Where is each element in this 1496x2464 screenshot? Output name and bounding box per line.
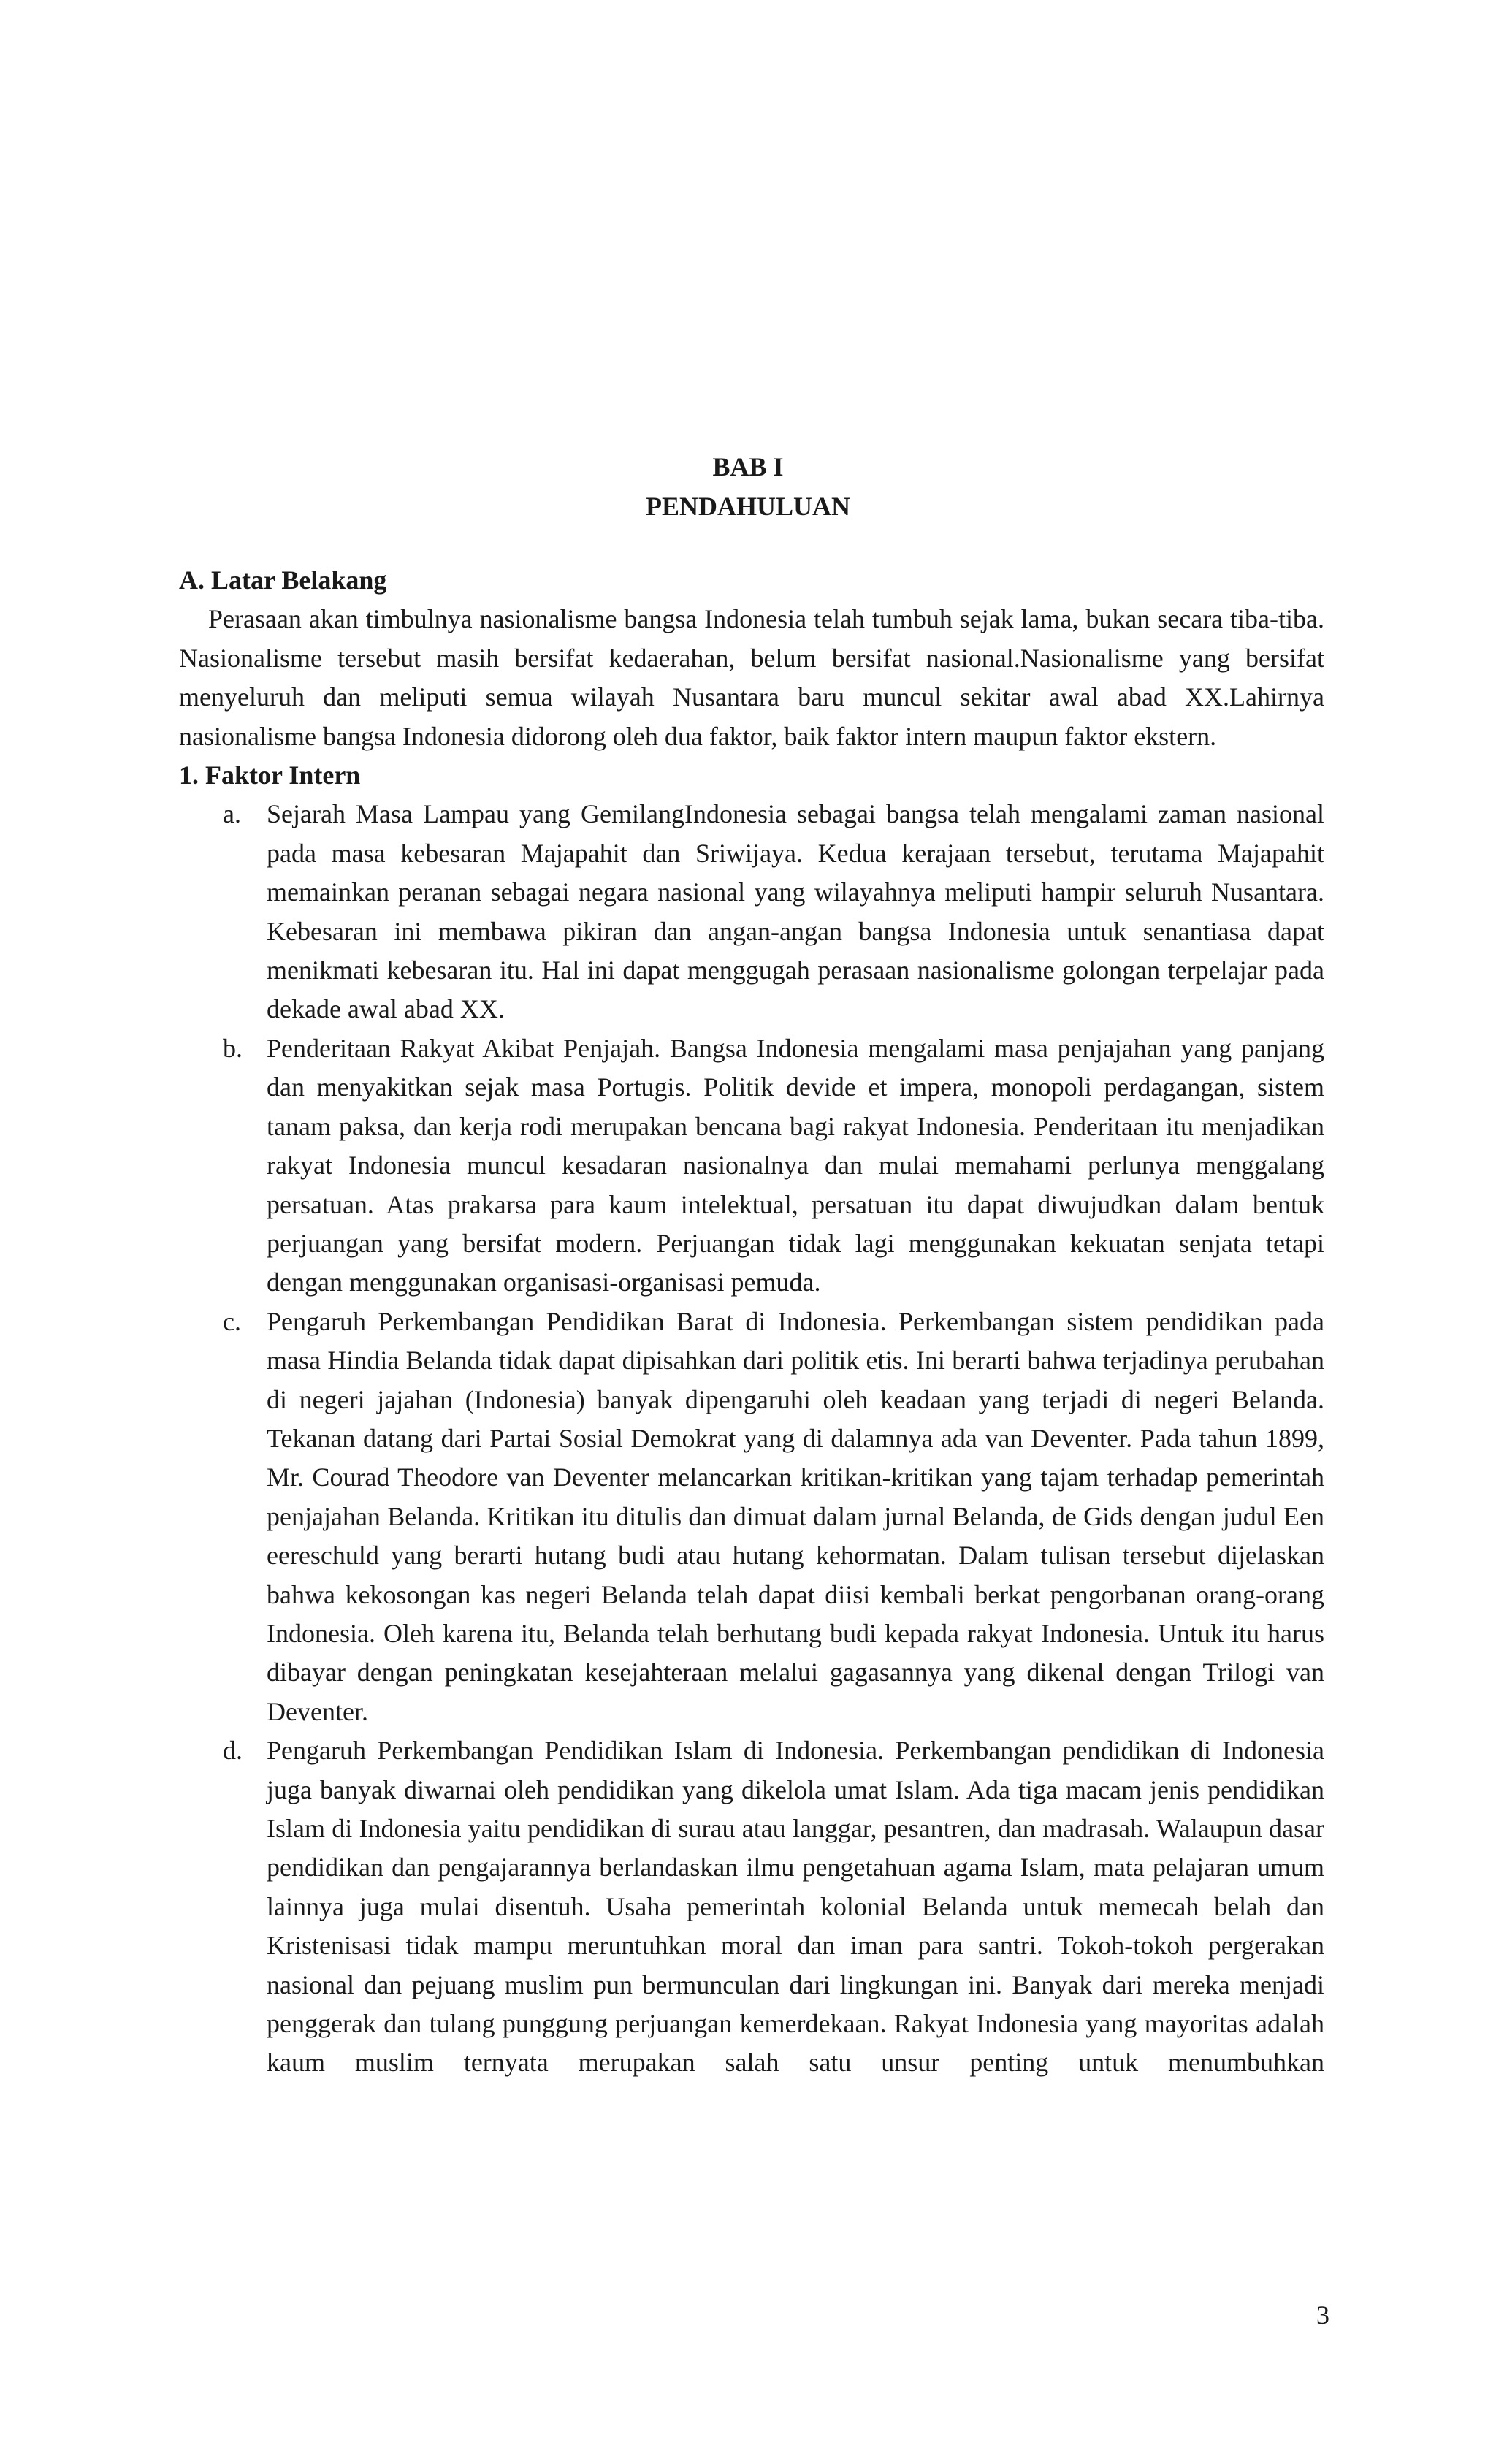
list-item [179, 1731, 1324, 2083]
page-number: 3 [1316, 2300, 1329, 2330]
list-item-text: Penderitaan Rakyat Akibat Penjajah. Bangsa Indonesia mengalami masa penjajahan yang panjang dan menyakitkan sejak masa Portugis. Politik devide et impera, monopoli perdagangan, sistem tanam paksa, dan kerja rodi merupakan bencana bagi rakyat Indonesia. Penderitaan itu menjadikan rakyat Indonesia muncul kesadaran nasionalnya dan mulai memahami perlunya menggalang persatuan. Atas prakarsa para kaum intelektual, persatuan itu dapat diwujudkan dalam bentuk perjuangan yang bersifat modern. Perjuangan tidak lagi menggunakan kekuatan senjata tetapi dengan menggunakan organisasi-organisasi pemuda. [267, 1033, 1324, 1297]
list-item-text: Pengaruh Perkembangan Pendidikan Islam di Indonesia. Perkembangan pendidikan di Indonesia juga banyak diwarnai oleh pendidikan yang dikelola umat Islam. Ada tiga macam jenis pendidikan Islam di Indonesia yaitu pendidikan di surau atau langgar, pesantren, dan madrasah. Walaupun dasar pendidikan dan pengajarannya berlandaskan ilmu pengetahuan agama Islam, mata pelajaran umum lainnya juga mulai disentuh. Usaha pemerintah kolonial Belanda untuk memecah belah dan Kristenisasi tidak mampu meruntuhkan moral dan iman para santri. Tokoh-tokoh pergerakan nasional dan pejuang muslim pun bermunculan dari lingkungan ini. Banyak dari mereka menjadi penggerak dan tulang punggung perjuangan kemerdekaan. Rakyat Indonesia yang mayoritas adalah kaum muslim ternyata merupakan salah satu unsur penting untuk menumbuhkan [267, 1736, 1324, 2078]
list-item-text: Sejarah Masa Lampau yang GemilangIndonesia sebagai bangsa telah mengalami zaman nasional pada masa kebesaran Majapahit dan Sriwijaya. Kedua kerajaan tersebut, terutama Majapahit memainkan peranan sebagai negara nasional yang wilayahnya meliputi hampir seluruh Nusantara. Kebesaran ini membawa pikiran dan angan-angan bangsa Indonesia untuk senantiasa dapat menikmati kebesaran itu. Hal ini dapat menggugah perasaan nasionalisme golongan terpelajar pada dekade awal abad XX. [267, 799, 1324, 1024]
section-heading: A. Latar Belakang [179, 565, 387, 595]
body-text [179, 561, 1324, 2083]
chapter-title: PENDAHULUAN [645, 492, 850, 521]
list-item [179, 795, 1324, 1029]
list-marker: c. [223, 1306, 241, 1336]
list-item [179, 1029, 1324, 1302]
list-marker: b. [223, 1033, 243, 1063]
list-marker: d. [223, 1736, 243, 1766]
subsection-heading: 1. Faktor Intern [179, 760, 361, 790]
list-marker: a. [223, 799, 241, 829]
intro-paragraph: Perasaan akan timbulnya nasionalisme bangsa Indonesia telah tumbuh sejak lama, bukan secara tiba-tiba. Nasionalisme tersebut masih bersifat kedaerahan, belum bersifat nasional.Nasionalisme yang bersifat menyeluruh dan meliputi semua wilayah Nusantara baru muncul sekitar awal abad XX.Lahirnya nasionalisme bangsa Indonesia didorong oleh dua faktor, baik faktor intern maupun faktor ekstern. [179, 604, 1324, 751]
chapter-number: BAB I [712, 452, 784, 481]
factor-list [179, 795, 1324, 2082]
list-item [179, 1302, 1324, 1731]
chapter-header [0, 447, 1496, 526]
list-item-text: Pengaruh Perkembangan Pendidikan Barat di Indonesia. Perkembangan sistem pendidikan pada masa Hindia Belanda tidak dapat dipisahkan dari politik etis. Ini berarti bahwa terjadinya perubahan di negeri jajahan (Indonesia) banyak dipengaruhi oleh keadaan yang terjadi di negeri Belanda. Tekanan datang dari Partai Sosial Demokrat yang di dalamnya ada van Deventer. Pada tahun 1899, Mr. Courad Theodore van Deventer melancarkan kritikan-kritikan yang tajam terhadap pemerintah penjajahan Belanda. Kritikan itu ditulis dan dimuat dalam jurnal Belanda, de Gids dengan judul Een eereschuld yang berarti hutang budi atau hutang kehormatan. Dalam tulisan tersebut dijelaskan bahwa kekosongan kas negeri Belanda telah dapat diisi kembali berkat pengorbanan orang-orang Indonesia. Oleh karena itu, Belanda telah berhutang budi kepada rakyat Indonesia. Untuk itu harus dibayar dengan peningkatan kesejahteraan melalui gagasannya yang dikenal dengan Trilogi van Deventer. [267, 1306, 1324, 1726]
